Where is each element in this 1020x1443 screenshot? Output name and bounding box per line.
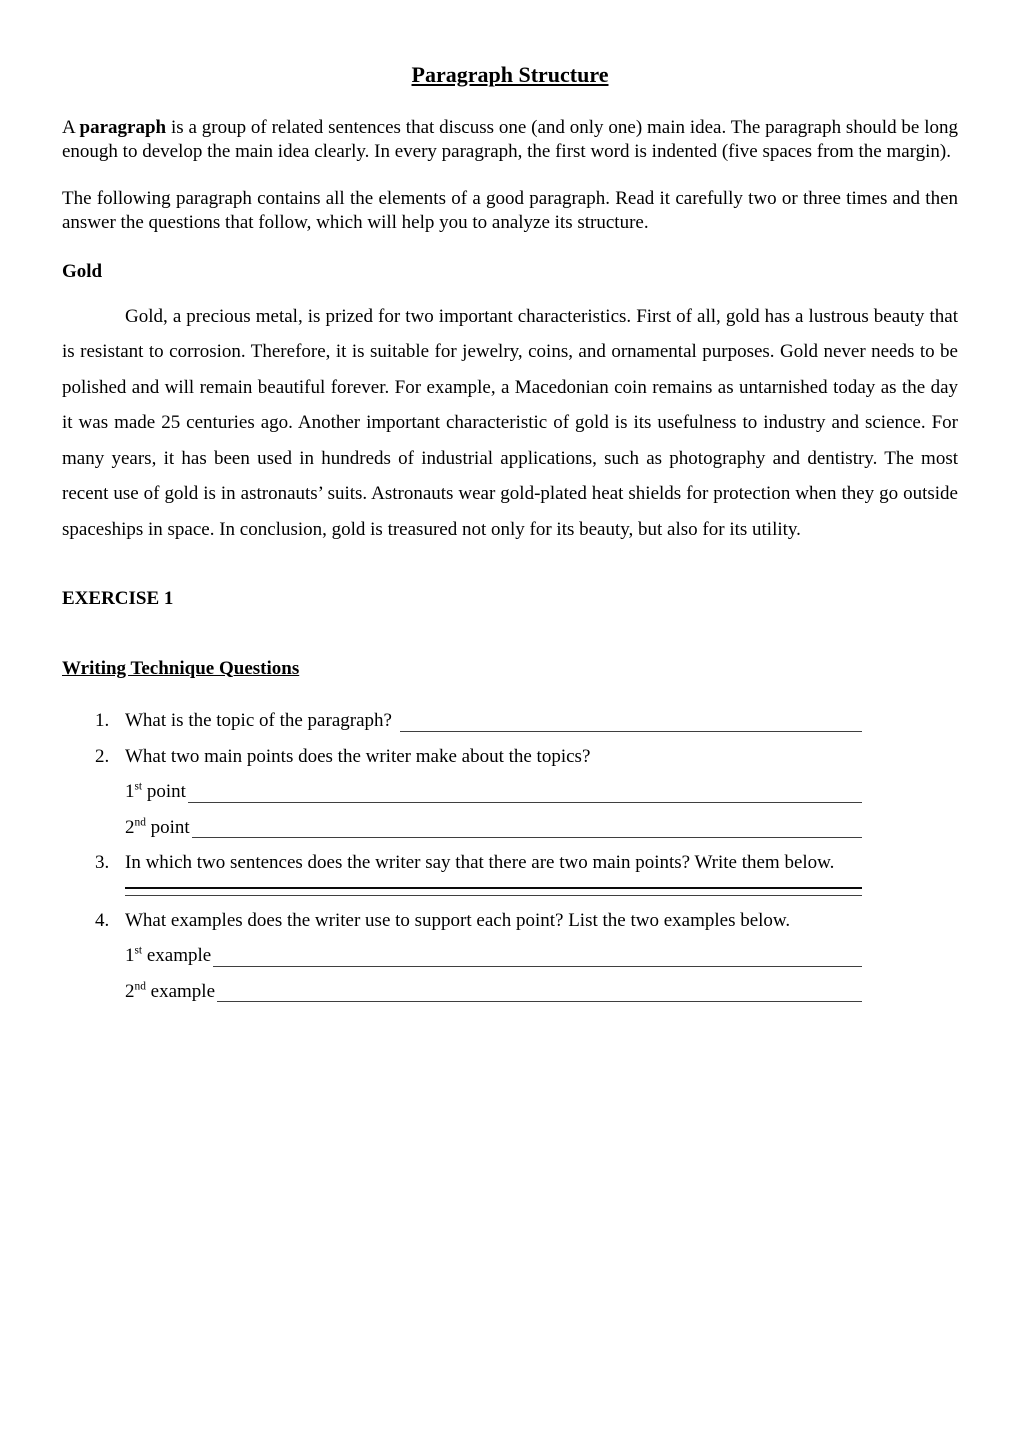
page-title: Paragraph Structure xyxy=(411,62,609,87)
first-example-word: example xyxy=(142,945,212,966)
exercise-subheading: Writing Technique Questions xyxy=(62,657,300,679)
first-point-row xyxy=(62,774,862,810)
question-4-row xyxy=(62,903,862,939)
intro-lead: A xyxy=(62,117,80,138)
first-point-ordinal: 1 xyxy=(125,781,135,802)
question-1-answer-blank[interactable] xyxy=(400,703,862,732)
second-point-ordinal-suffix: nd xyxy=(134,816,146,829)
first-point-ordinal-suffix: st xyxy=(134,780,143,793)
question-4-text: What examples does the writer use to support each point? List the two examples below. xyxy=(125,909,791,931)
second-example-word: example xyxy=(145,980,215,1002)
question-3-row xyxy=(62,845,862,881)
second-example-answer-blank[interactable] xyxy=(217,974,862,1003)
first-example-answer-blank[interactable] xyxy=(213,938,862,967)
question-4-number: 4. xyxy=(95,909,110,931)
question-2-number: 2. xyxy=(95,745,110,767)
second-example-ordinal-suffix: nd xyxy=(134,980,146,993)
second-example-label xyxy=(125,974,215,1010)
intro-bold-word: paragraph xyxy=(79,117,167,138)
second-point-answer-blank[interactable] xyxy=(192,810,862,839)
second-example-row xyxy=(62,974,862,1010)
first-point-label xyxy=(125,774,186,810)
instructions-paragraph: The following paragraph contains all the elements of a good paragraph. Read it carefully two or three times and then answer the questions that follow, which will help you to analyze its structure. xyxy=(62,188,958,233)
second-example-ordinal: 2 xyxy=(125,980,135,1002)
question-2-text: What two main points does the writer make about the topics? xyxy=(125,745,591,767)
first-point-word: point xyxy=(142,781,186,802)
question-3-answer-blank-2[interactable] xyxy=(125,895,862,896)
intro-paragraph xyxy=(62,116,958,163)
sample-paragraph: Gold, a precious metal, is prized for two important characteristics. First of all, gold has a lustrous beauty that is resistant to corrosion. Therefore, it is suitable for jewelry, coins, and ornamental purposes. Gold never needs to be polished and will remain beautiful forever. For example, a Macedonian coin remains as untarnished today as the day it was made 25 centuries ago. Another important characteristic of gold is its usefulness to industry and science. For many years, it has been used in hundreds of industrial applications, such as photography and dentistry. The most recent use of gold is in astronauts’ suits. Astronauts wear gold-plated heat shields for protection when they go outside spaceships in space. In conclusion, gold is treasured not only for its beauty, but also for its utility. xyxy=(62,305,958,540)
question-1-row xyxy=(62,703,862,739)
question-2-row xyxy=(62,739,862,775)
question-3-text: In which two sentences does the writer say that there are two main points? Write them below. xyxy=(125,852,835,873)
question-3-answer-blank-1[interactable] xyxy=(125,887,862,889)
second-point-word: point xyxy=(145,816,190,838)
question-list xyxy=(62,703,862,1009)
question-3-answer-row-1 xyxy=(62,887,862,895)
first-example-ordinal: 1 xyxy=(125,945,135,966)
question-3-answer-row-2 xyxy=(62,895,862,903)
first-example-label xyxy=(125,938,211,974)
second-point-row xyxy=(62,810,862,846)
question-1-text: What is the topic of the paragraph? xyxy=(125,710,392,731)
question-3-number: 3. xyxy=(95,852,110,873)
second-point-ordinal: 2 xyxy=(125,816,135,838)
first-example-ordinal-suffix: st xyxy=(134,944,143,957)
first-point-answer-blank[interactable] xyxy=(188,774,862,803)
intro-rest: is a group of related sentences that discuss one (and only one) main idea. The paragraph should be long enough to develop the main idea clearly. In every paragraph, the first word is indented (five spaces from the margin). xyxy=(62,117,958,162)
first-example-row xyxy=(62,938,862,974)
second-point-label xyxy=(125,810,190,846)
question-1-number: 1. xyxy=(95,710,110,731)
sample-heading: Gold xyxy=(62,261,103,282)
worksheet xyxy=(62,62,958,1009)
exercise-heading: EXERCISE 1 xyxy=(62,588,174,609)
